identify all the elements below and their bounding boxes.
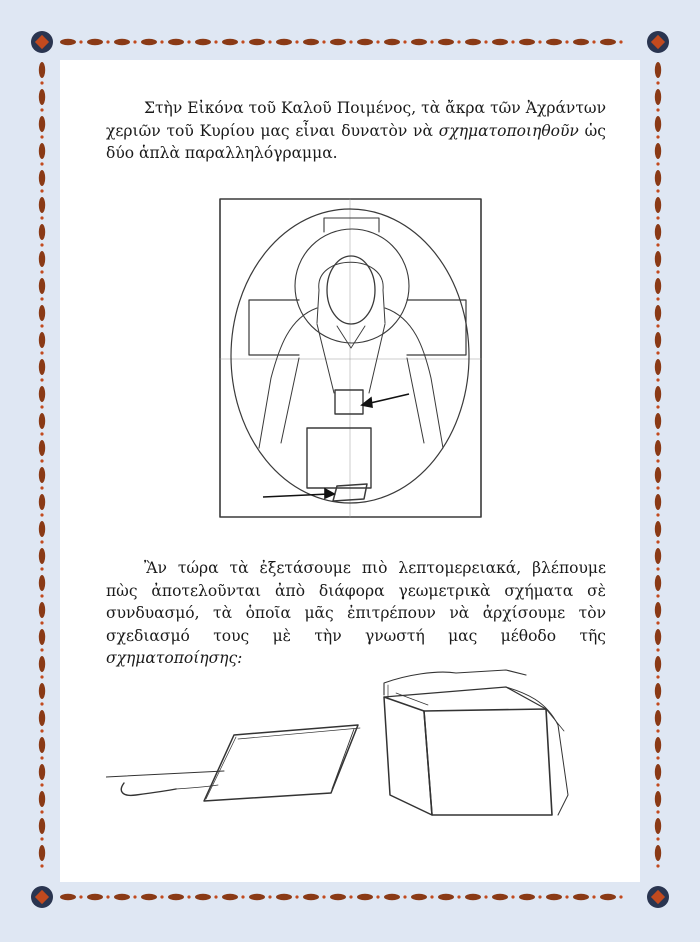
border-dot — [656, 189, 659, 192]
border-dot — [403, 895, 406, 898]
sketch-neckline — [337, 326, 365, 348]
paragraph-detail-text: Ἂν τώρα τὰ ἐξετάσουμε πιὸ λεπτομερειακά, βλέπουμε πὼς ἀποτελοῦνται ἀπὸ διάφορα γεωμετρικὰ σχήματα σὲ συνδυασμό, τὰ ὁποῖα μᾶς ἐπιτρέπουν νὰ ἀρχίσουμε τὸν σχεδιασμό τους μὲ τὴν γνωστή μας μέθοδο τῆς — [106, 559, 606, 645]
border-dot — [40, 702, 43, 705]
border-leaf — [411, 39, 427, 45]
border-dot — [40, 837, 43, 840]
border-leaf — [114, 894, 130, 900]
border-leaf — [303, 894, 319, 900]
border-dot — [349, 40, 352, 43]
sketch-cross-top — [324, 218, 379, 232]
sketch-hand-curl — [121, 783, 176, 795]
border-leaf — [303, 39, 319, 45]
border-dot — [656, 540, 659, 543]
border-dot — [430, 40, 433, 43]
border-dot — [656, 567, 659, 570]
border-dot — [214, 895, 217, 898]
border-dot — [133, 40, 136, 43]
border-leaf — [573, 894, 589, 900]
border-leaf — [411, 894, 427, 900]
border-leaf — [39, 89, 45, 105]
border-dot — [656, 486, 659, 489]
border-leaf — [655, 467, 661, 483]
border-leaf — [39, 251, 45, 267]
border-leaf — [39, 764, 45, 780]
border-leaf — [655, 305, 661, 321]
border-dot — [538, 40, 541, 43]
border-dot — [40, 567, 43, 570]
border-dot — [40, 378, 43, 381]
border-dot — [656, 297, 659, 300]
border-leaf — [438, 39, 454, 45]
border-leaf — [39, 224, 45, 240]
border-leaf — [655, 440, 661, 456]
border-dot — [295, 895, 298, 898]
border-dot — [40, 351, 43, 354]
border-leaf — [39, 845, 45, 861]
border-leaf — [519, 894, 535, 900]
border-dot — [187, 40, 190, 43]
border-leaf — [465, 39, 481, 45]
border-leaf — [655, 845, 661, 861]
border-dot — [322, 895, 325, 898]
border-dot — [430, 895, 433, 898]
border-leaf — [655, 548, 661, 564]
border-leaf — [39, 143, 45, 159]
border-leaf — [39, 278, 45, 294]
border-leaf — [114, 39, 130, 45]
border-dot — [40, 297, 43, 300]
border-dot — [656, 810, 659, 813]
paragraph-detail-italic: σχηματοποίησης: — [106, 649, 243, 667]
border-dot — [656, 243, 659, 246]
border-leaf — [655, 710, 661, 726]
sketch-face — [327, 256, 375, 324]
border-dot — [538, 895, 541, 898]
border-leaf — [39, 305, 45, 321]
border-leaf — [39, 737, 45, 753]
border-leaf — [249, 39, 265, 45]
paragraph-intro-tail: ὡς δύο ἁπλὰ παραλληλόγραμμα. — [106, 121, 606, 162]
border-dot — [40, 756, 43, 759]
border-dot — [656, 864, 659, 867]
border-leaf — [546, 39, 562, 45]
border-leaf — [492, 894, 508, 900]
border-leaf — [60, 894, 76, 900]
border-dot — [295, 40, 298, 43]
sketch-halo — [295, 229, 409, 343]
border-dot — [40, 810, 43, 813]
border-dot — [40, 216, 43, 219]
border-leaf — [39, 440, 45, 456]
border-dot — [592, 40, 595, 43]
border-leaf — [87, 894, 103, 900]
border-leaf — [357, 894, 373, 900]
border-dot — [656, 648, 659, 651]
border-leaf — [546, 894, 562, 900]
border-dot — [322, 40, 325, 43]
border-dot — [79, 40, 82, 43]
border-leaf — [168, 39, 184, 45]
border-leaf — [655, 413, 661, 429]
border-dot — [40, 81, 43, 84]
border-dot — [376, 40, 379, 43]
border-leaf — [655, 224, 661, 240]
border-leaf — [655, 683, 661, 699]
border-dot — [349, 895, 352, 898]
paragraph-intro — [106, 97, 606, 165]
border-dot — [656, 459, 659, 462]
border-leaf — [39, 197, 45, 213]
border-leaf — [39, 413, 45, 429]
border-leaf — [39, 359, 45, 375]
page-content — [60, 60, 640, 882]
border-leaf — [39, 494, 45, 510]
paragraph-detail — [106, 557, 606, 670]
border-dot — [484, 40, 487, 43]
border-dot — [656, 513, 659, 516]
border-leaf — [655, 116, 661, 132]
border-leaf — [655, 89, 661, 105]
border-leaf — [39, 386, 45, 402]
border-leaf — [39, 629, 45, 645]
arrow-upper-line — [366, 394, 409, 404]
border-leaf — [492, 39, 508, 45]
border-leaf — [573, 39, 589, 45]
border-dot — [656, 783, 659, 786]
border-dot — [656, 135, 659, 138]
border-dot — [40, 108, 43, 111]
border-dot — [79, 895, 82, 898]
border-leaf — [39, 521, 45, 537]
border-leaf — [655, 386, 661, 402]
icon-construction-sketch — [219, 198, 482, 518]
border-leaf — [39, 62, 45, 78]
border-dot — [457, 895, 460, 898]
border-dot — [656, 702, 659, 705]
border-dot — [40, 243, 43, 246]
border-dot — [40, 594, 43, 597]
border-leaf — [249, 894, 265, 900]
border-leaf — [600, 894, 616, 900]
border-leaf — [655, 818, 661, 834]
border-dot — [40, 162, 43, 165]
border-leaf — [39, 791, 45, 807]
border-dot — [40, 621, 43, 624]
border-leaf — [330, 39, 346, 45]
border-dot — [656, 432, 659, 435]
border-dot — [656, 324, 659, 327]
border-leaf — [39, 467, 45, 483]
border-dot — [592, 895, 595, 898]
sketch-upper-hand-box — [335, 390, 363, 414]
border-dot — [40, 324, 43, 327]
border-dot — [656, 594, 659, 597]
sketch-hand-line — [106, 771, 224, 777]
border-leaf — [276, 894, 292, 900]
border-top-ornaments — [60, 39, 623, 45]
border-dot — [656, 621, 659, 624]
sketch-parallelogram-echo — [206, 728, 360, 799]
border-right-ornaments — [655, 62, 661, 868]
border-bottom-ornaments — [60, 894, 623, 900]
sketch-robe-folds — [281, 358, 424, 443]
border-leaf — [655, 251, 661, 267]
border-dot — [484, 895, 487, 898]
border-dot — [40, 189, 43, 192]
border-dot — [106, 895, 109, 898]
border-leaf — [438, 894, 454, 900]
sketch-robe-inner — [317, 324, 385, 393]
border-dot — [376, 895, 379, 898]
border-leaf — [39, 683, 45, 699]
border-dot — [241, 895, 244, 898]
border-dot — [160, 895, 163, 898]
border-dot — [40, 540, 43, 543]
border-dot — [656, 378, 659, 381]
border-leaf — [655, 656, 661, 672]
border-dot — [40, 513, 43, 516]
border-dot — [656, 162, 659, 165]
border-leaf — [141, 39, 157, 45]
border-leaf — [655, 143, 661, 159]
border-leaf — [222, 894, 238, 900]
border-leaf — [39, 332, 45, 348]
hands-detail-sketches — [106, 665, 606, 865]
border-dot — [656, 405, 659, 408]
border-dot — [241, 40, 244, 43]
border-dot — [40, 486, 43, 489]
border-dot — [268, 40, 271, 43]
border-leaf — [384, 894, 400, 900]
sketch-parallelogram-side — [332, 729, 354, 789]
border-dot — [619, 40, 622, 43]
border-dot — [106, 40, 109, 43]
border-leaf — [330, 894, 346, 900]
border-leaf — [39, 575, 45, 591]
border-leaf — [465, 894, 481, 900]
border-dot — [656, 675, 659, 678]
sketch-book-box — [307, 428, 371, 488]
border-dot — [656, 837, 659, 840]
sketch-parallelogram — [204, 725, 358, 801]
border-dot — [160, 40, 163, 43]
border-leaf — [39, 656, 45, 672]
border-leaf — [357, 39, 373, 45]
border-dot — [457, 40, 460, 43]
border-dot — [40, 783, 43, 786]
sketch-book-edge — [546, 709, 564, 731]
border-dot — [403, 40, 406, 43]
border-leaf — [655, 737, 661, 753]
border-dot — [656, 729, 659, 732]
border-dot — [656, 756, 659, 759]
border-dot — [40, 729, 43, 732]
border-dot — [40, 405, 43, 408]
border-dot — [40, 648, 43, 651]
border-leaf — [655, 602, 661, 618]
border-dot — [214, 40, 217, 43]
border-dot — [40, 270, 43, 273]
border-dot — [133, 895, 136, 898]
border-leaf — [519, 39, 535, 45]
border-leaf — [39, 170, 45, 186]
sketch-book-front — [424, 709, 552, 815]
border-dot — [656, 81, 659, 84]
border-dot — [40, 864, 43, 867]
border-dot — [565, 895, 568, 898]
arrow-lower-line — [263, 494, 329, 497]
border-left-ornaments — [39, 62, 45, 868]
border-dot — [619, 895, 622, 898]
border-leaf — [168, 894, 184, 900]
sketch-robe-right — [385, 308, 443, 448]
border-dot — [187, 895, 190, 898]
border-leaf — [39, 116, 45, 132]
border-dot — [40, 432, 43, 435]
border-leaf — [655, 494, 661, 510]
border-leaf — [655, 197, 661, 213]
border-leaf — [87, 39, 103, 45]
border-leaf — [39, 818, 45, 834]
border-dot — [40, 135, 43, 138]
border-dot — [511, 895, 514, 898]
paragraph-intro-italic: σχηματοποιηθοῦν — [438, 121, 579, 140]
border-leaf — [39, 710, 45, 726]
border-leaf — [39, 548, 45, 564]
border-leaf — [655, 170, 661, 186]
border-dot — [656, 216, 659, 219]
border-leaf — [222, 39, 238, 45]
border-leaf — [141, 894, 157, 900]
paragraph-intro-text: Στὴν Εἰκόνα τοῦ Καλοῦ Ποιμένος, τὰ ἄκρα τῶν Ἀχράντων χεριῶν τοῦ Κυρίου μας εἶναι δυνατὸν νὰ — [106, 99, 606, 140]
border-leaf — [60, 39, 76, 45]
border-dot — [40, 459, 43, 462]
border-leaf — [655, 791, 661, 807]
border-dot — [511, 40, 514, 43]
sketch-frame — [220, 199, 481, 517]
arrow-lower-head — [325, 489, 334, 498]
border-leaf — [655, 278, 661, 294]
border-leaf — [600, 39, 616, 45]
border-dot — [268, 895, 271, 898]
border-leaf — [655, 629, 661, 645]
border-leaf — [195, 39, 211, 45]
border-dot — [656, 108, 659, 111]
border-leaf — [195, 894, 211, 900]
border-leaf — [39, 602, 45, 618]
sketch-book-outer-curve — [506, 687, 568, 815]
border-dot — [40, 675, 43, 678]
border-dot — [565, 40, 568, 43]
border-leaf — [655, 575, 661, 591]
border-dot — [656, 351, 659, 354]
border-leaf — [384, 39, 400, 45]
sketch-cross-right — [407, 300, 466, 355]
border-leaf — [276, 39, 292, 45]
border-leaf — [655, 359, 661, 375]
border-dot — [656, 270, 659, 273]
border-leaf — [655, 764, 661, 780]
border-leaf — [655, 332, 661, 348]
sketch-robe-left — [259, 308, 317, 448]
border-leaf — [655, 521, 661, 537]
border-leaf — [655, 62, 661, 78]
